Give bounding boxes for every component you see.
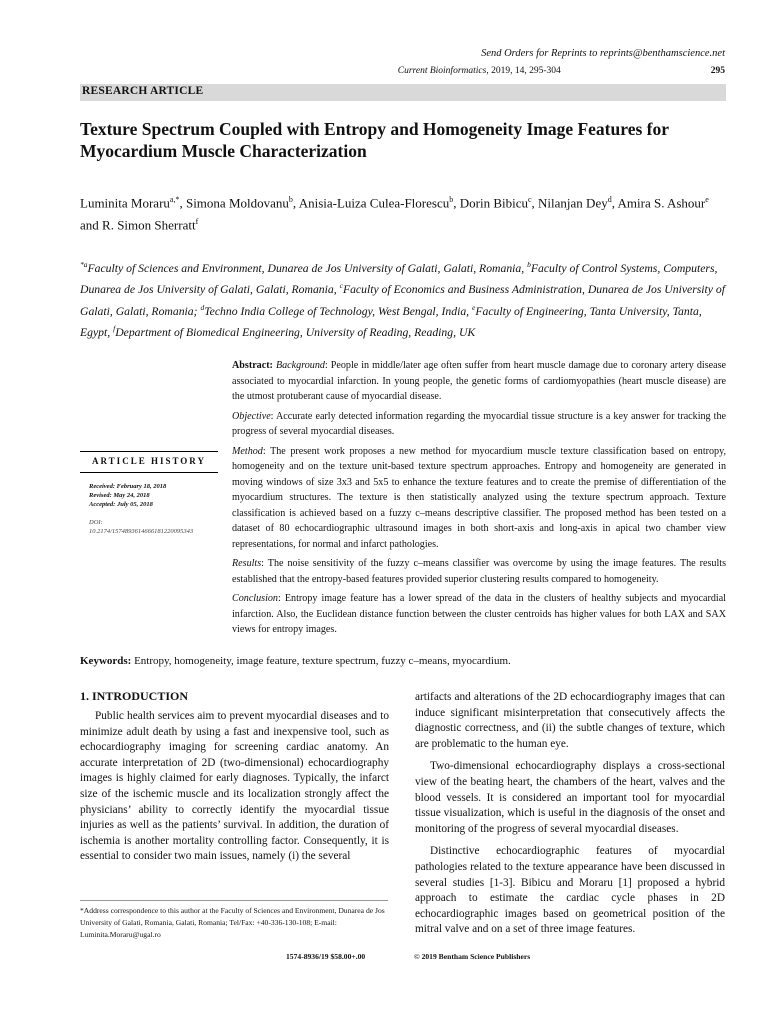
author-affil-mark: c bbox=[527, 195, 532, 204]
author: Amira S. Ashour bbox=[617, 195, 706, 211]
author-separator: , bbox=[531, 195, 539, 211]
objective-label: Objective bbox=[232, 410, 271, 422]
doi-label: DOI: bbox=[89, 519, 103, 526]
intro-paragraph: artifacts and alterations of the 2D echocardiography images that can induce significant misinterpretation that consecutively affects the diagnostic correctness, and (ii) the subtle changes of texture, which are problematic to the human eye. bbox=[415, 691, 725, 750]
background-text: : People in middle/later age often suffer from heart muscle damage due to coronary artery disease associated to myocardial infarction. In young people, the genetic forms of cardiomyopathies (heart muscle disease) are the utmost protuberant cause of myocardial disease. bbox=[232, 360, 726, 402]
affil-mark: b bbox=[527, 260, 531, 269]
affiliation: Faculty of Control Systems, Computers, Dunarea de Jos University of Galati, Galati, Romania, bbox=[80, 261, 718, 297]
revised-date: Revised: May 24, 2018 bbox=[89, 492, 150, 499]
affiliation: Faculty of Engineering, Tanta University, Tanta, Egypt, bbox=[80, 304, 702, 340]
objective-text: : Accurate early detected information regarding the myocardial tissue structure is a key answer for tracking the progress of several myocardial diseases. bbox=[232, 410, 726, 437]
author-affil-mark: b bbox=[288, 195, 293, 204]
author-separator: , bbox=[292, 195, 299, 211]
article-history-title: ARTICLE HISTORY bbox=[92, 456, 206, 466]
author-separator: , bbox=[611, 195, 618, 211]
results-text: : The noise sensitivity of the fuzzy c–means classifier was overcome by using the image features. The results established that the entropy-based features provided superior clustering results compared to homogeneity. bbox=[232, 558, 726, 585]
background-label: Background bbox=[275, 360, 325, 371]
abstract-label: Abstract: bbox=[232, 360, 273, 371]
conclusion-label: Conclusion bbox=[232, 593, 278, 604]
affil-mark: c bbox=[339, 281, 343, 291]
author: Luminita Moraru bbox=[80, 195, 170, 211]
accepted-date: Accepted: July 05, 2018 bbox=[89, 501, 153, 508]
author-separator: , bbox=[179, 195, 186, 211]
history-rule-bottom bbox=[80, 472, 218, 473]
intro-paragraph: Two-dimensional echocardiography displays a cross-sectional view of the beating heart, the chambers of the heart, valves and the blood vessels. It is considered an important tool for myocardial tissue visualization, which is useful in the diagnosis of the onset and monitoring of the progress of several myocardial diseases. bbox=[415, 760, 725, 835]
page-number: 295 bbox=[710, 66, 725, 76]
journal-citation bbox=[300, 66, 725, 76]
author-separator: , bbox=[453, 195, 460, 211]
keywords-label: Keywords: bbox=[80, 655, 132, 667]
author-affil-mark: a,* bbox=[169, 195, 180, 204]
method-label: Method bbox=[232, 445, 263, 457]
doi bbox=[89, 518, 224, 536]
author-affil-mark: d bbox=[607, 195, 612, 204]
affil-mark: e bbox=[472, 302, 476, 312]
affil-mark: *a bbox=[80, 260, 88, 269]
intro-paragraph: Public health services aim to prevent myocardial diseases and to minimize adult death by using a fast and inexpensive tool, such as echocardiography imaging for screening cardiac anatomy. An accurate interpretation of 2D (two-dimensional) echocardiography images is highly claimed for early diagnoses. Typically, the infarct size of the ischemic muscle and its localization strongly affect the physicians’ ability to correctly identify the myocardial tissue injuries as well as the patients’ survival. In addition, the duration of ischemia is another mortality controlling factor. Consequently, it is essential to consider two main issues, namely (i) the several bbox=[80, 710, 389, 863]
journal-name: Current Bioinformatics, bbox=[397, 66, 489, 76]
results-label: Results bbox=[232, 558, 262, 569]
author: Simona Moldovanu bbox=[185, 195, 289, 211]
keywords-text: Entropy, homogeneity, image feature, texture spectrum, fuzzy c–means, myocardium. bbox=[131, 655, 511, 667]
author: Dorin Bibicu bbox=[459, 195, 528, 211]
affiliation: Faculty of Sciences and Environment, Dunarea de Jos University of Galati, Galati, Romania, bbox=[87, 261, 528, 275]
author-affil-mark: f bbox=[195, 217, 199, 227]
column-right bbox=[415, 690, 725, 945]
affiliation: Department of Biomedical Engineering, University of Reading, Reading, UK bbox=[115, 326, 476, 340]
copyright: © 2019 Bentham Science Publishers bbox=[414, 952, 531, 961]
abstract bbox=[232, 358, 726, 642]
author: R. Simon Sherratt bbox=[102, 217, 196, 233]
author-separator: and bbox=[80, 217, 103, 233]
issn-price: 1574-8936/19 $58.00+.00 bbox=[286, 952, 366, 961]
doi-link[interactable]: 10.2174/1574893614666181220095343 bbox=[89, 528, 194, 535]
author-affil-mark: e bbox=[705, 195, 709, 204]
affiliation: Faculty of Economics and Business Administration, Dunarea de Jos University of Galati, Galati, Romania; bbox=[80, 283, 726, 318]
author-affil-mark: b bbox=[449, 195, 454, 204]
author: Anisia-Luiza Culea-Florescu bbox=[298, 195, 450, 211]
history-rule-top bbox=[80, 451, 218, 452]
received-date: Received: February 18, 2018 bbox=[89, 483, 167, 490]
article-history-dates bbox=[89, 482, 166, 509]
affil-mark: f bbox=[113, 324, 116, 334]
paper-title: Texture Spectrum Coupled with Entropy and Homogeneity Image Features for Myocardium Muscle Characterization bbox=[80, 119, 669, 161]
section-heading-introduction: 1. INTRODUCTION bbox=[80, 689, 189, 703]
keywords bbox=[80, 655, 728, 667]
conclusion-text: : Entropy image feature has a lower spread of the data in the clusters of healthy subjects and myocardial infarction. Also, the Euclidean distance function between the cluster centroids has higher values for both LAX and SAX views for entropy images. bbox=[232, 593, 726, 635]
column-left bbox=[80, 709, 389, 865]
intro-paragraph: Distinctive echocardiographic features of myocardial pathologies related to the texture appearance have been discussed in several studies [1-3]. Bibicu and Moraru [1] proposed a hybrid approach to estimate the cardiac cycle phases in 2D echocardiographic images based on geometrical position of the mitral valve and on a set of three image features. bbox=[415, 845, 725, 936]
method-text: : The present work proposes a new method for myocardium muscle texture classification based on entropy, homogeneity and on the texture unit-based texture spectrum approaches. Entropy and homogeneity are generated in moving windows of size 3x3 and 5x5 to enhance the texture features and to create the premise of differentiation of the myocardium structures. The texture is then statistically analyzed using the texture spectrum approach. Texture classification is achieved based on a fuzzy c–means descriptive classifier. The proposed method has been tested on a dataset of 80 echocardiographic ultrasound images in both short-axis and long-axis in apical two chamber view representations, for normal and infarct pathologies. bbox=[232, 445, 726, 550]
affil-mark: d bbox=[200, 302, 205, 312]
author-list bbox=[80, 190, 720, 235]
article-type: RESEARCH ARTICLE bbox=[82, 85, 204, 97]
affiliations bbox=[80, 256, 725, 342]
correspondence-footnote: *Address correspondence to this author at the Faculty of Sciences and Environment, Dunarea de Jos University of Galati, Romania, Galati, Romania; Tel/Fax: +40-336-130-108; E-mail: Luminita.Moraru@ugal.ro bbox=[80, 906, 385, 939]
author: Nilanjan Dey bbox=[538, 195, 608, 211]
affiliation: Techno India College of Technology, West Bengal, India, bbox=[204, 304, 473, 318]
reprint-notice: Send Orders for Reprints to reprints@benthamscience.net bbox=[481, 48, 725, 59]
footnote-rule bbox=[80, 900, 388, 901]
journal-volume: 2019, 14, 295-304 bbox=[488, 66, 561, 76]
